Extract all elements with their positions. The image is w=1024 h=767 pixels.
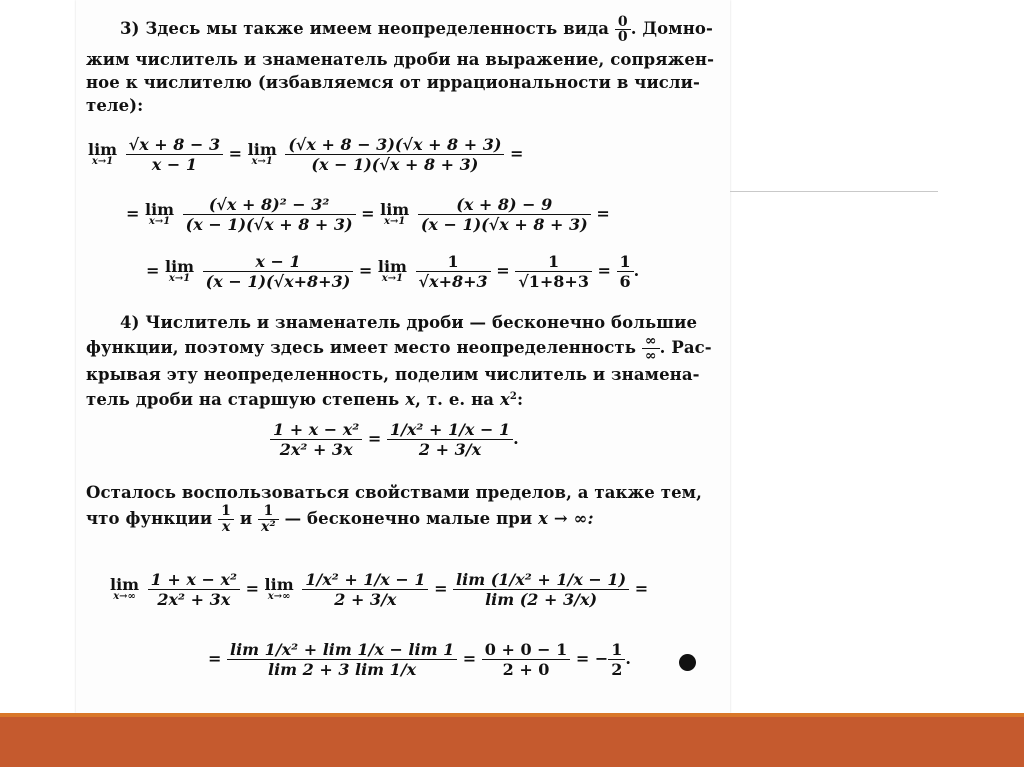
text-run: — бесконечно малые при xyxy=(284,509,533,528)
text-run: 3) Здесь мы также имеем неопределенность вида xyxy=(120,19,609,38)
lim-sub: x→1 xyxy=(384,215,406,227)
text-run: тель дроби на старшую степень xyxy=(86,390,400,409)
paragraph-4-line-1: 4) Числитель и знаменатель дроби — бесконечно большие xyxy=(120,313,698,332)
period: . xyxy=(625,649,631,668)
lim-sub: x→1 xyxy=(168,272,191,284)
limit-operator xyxy=(88,139,118,167)
lim-text: lim xyxy=(377,256,407,276)
equals: = xyxy=(634,579,649,598)
equals: = xyxy=(126,204,140,223)
fraction xyxy=(285,135,504,174)
paragraph-5-line-2 xyxy=(86,504,594,535)
equals: = xyxy=(361,204,375,223)
paragraph-3-line-3: ное к числителю (избавляемся от иррациональности в числи- xyxy=(86,73,700,92)
text-run: : xyxy=(516,390,524,409)
text-run: что функции xyxy=(86,509,213,528)
paragraph-4-line-2 xyxy=(86,334,712,363)
equals: = xyxy=(510,144,524,163)
text-run: и xyxy=(239,509,253,528)
frac-den: 6 xyxy=(619,272,631,291)
frac-num: ∞ xyxy=(642,334,660,349)
equals: = xyxy=(596,204,610,223)
equals: = xyxy=(146,261,160,280)
fraction xyxy=(418,195,591,234)
fraction xyxy=(270,420,362,459)
period: . xyxy=(633,261,640,280)
text-run: . Домно- xyxy=(630,19,713,38)
lim-sub: x→1 xyxy=(251,155,273,167)
minus: − xyxy=(594,649,609,668)
frac-den: 0 xyxy=(617,29,628,45)
lim-sub: x→∞ xyxy=(267,590,291,602)
period: . xyxy=(513,429,519,448)
frac-den: x² xyxy=(261,519,276,535)
frac-num: 1 + x − x² xyxy=(270,420,362,440)
frac-den: √x+8+3 xyxy=(418,272,488,291)
fraction xyxy=(482,640,571,679)
decorative-rule xyxy=(730,191,938,192)
frac-den: lim (2 + 3/x) xyxy=(485,590,598,609)
frac-num: 1 xyxy=(416,252,491,272)
equals: = xyxy=(597,261,611,280)
frac-num: x − 1 xyxy=(203,252,354,272)
frac-den: x − 1 xyxy=(151,155,197,174)
limit-operator xyxy=(264,574,294,602)
frac-num: 1 xyxy=(608,640,625,660)
frac-num: (√x + 8 − 3)(√x + 8 + 3) xyxy=(285,135,504,155)
frac-den: x xyxy=(221,519,231,535)
fraction xyxy=(608,640,625,679)
equation-1-line-2 xyxy=(126,195,610,234)
paragraph-3-line-2: жим числитель и знаменатель дроби на выражение, сопряжен- xyxy=(86,50,715,69)
paragraph-3-line-4: теле): xyxy=(86,96,144,115)
equals: = xyxy=(496,261,510,280)
fraction-zero-over-zero xyxy=(615,15,631,44)
frac-num: 1/x² + 1/x − 1 xyxy=(302,570,428,590)
equals: = xyxy=(358,261,373,280)
frac-den: 2 + 3/x xyxy=(334,590,397,609)
paragraph-4-line-4 xyxy=(86,386,523,410)
lim-text: lim xyxy=(144,199,175,219)
fraction xyxy=(617,252,634,291)
lim-sub: x→1 xyxy=(91,155,114,167)
text-run: . Рас- xyxy=(659,338,712,357)
paragraph-5-line-1: Осталось воспользоваться свойствами пределов, а также тем, xyxy=(86,483,702,502)
limit-operator xyxy=(110,574,140,602)
frac-den: √1+8+3 xyxy=(518,272,589,291)
equals: = xyxy=(208,649,222,668)
frac-num: 1 xyxy=(218,504,234,520)
frac-den: (x − 1)(√x + 8 + 3) xyxy=(185,215,353,234)
frac-den: 2 xyxy=(611,660,623,679)
frac-den: ∞ xyxy=(644,348,657,364)
equation-1-line-1 xyxy=(88,135,523,174)
lim-sub: x→∞ xyxy=(113,590,136,602)
equals: = xyxy=(462,649,477,668)
fraction xyxy=(515,252,592,291)
frac-den: (x − 1)(√x + 8 + 3) xyxy=(420,215,588,234)
var-x: x xyxy=(405,390,416,409)
lim-text: lim xyxy=(247,139,277,159)
limit-operator xyxy=(164,256,195,284)
frac-num: (√x + 8)² − 3² xyxy=(183,195,356,215)
lim-text: lim xyxy=(164,256,195,276)
equals: = xyxy=(575,649,590,668)
frac-den: 2 + 3/x xyxy=(418,440,482,459)
var-x: x xyxy=(499,390,510,409)
frac-den: 2x² + 3x xyxy=(279,440,353,459)
end-of-proof-bullet-icon xyxy=(679,654,696,671)
frac-num: 1 xyxy=(258,504,279,520)
frac-den: (x − 1)(√x+8+3) xyxy=(205,272,351,291)
frac-num: 1/x² + 1/x − 1 xyxy=(387,420,513,440)
frac-num: 1 + x − x² xyxy=(148,570,240,590)
superscript: 2 xyxy=(509,391,517,402)
fraction xyxy=(453,570,629,609)
fraction-1-over-x2 xyxy=(258,504,279,535)
equation-2 xyxy=(270,420,519,459)
lim-sub: x→1 xyxy=(381,272,404,284)
text-run: x → ∞: xyxy=(538,509,594,528)
frac-num: lim (1/x² + 1/x − 1) xyxy=(453,570,629,590)
limit-operator xyxy=(380,199,410,227)
limit-operator xyxy=(144,199,175,227)
fraction xyxy=(148,570,240,609)
text-run: , т. е. на xyxy=(415,390,495,409)
frac-den: 2 + 0 xyxy=(502,660,550,679)
equation-1-line-3 xyxy=(146,252,639,291)
lim-text: lim xyxy=(380,199,410,219)
frac-num: 1 xyxy=(617,252,634,272)
fraction xyxy=(126,135,223,174)
lim-text: lim xyxy=(88,139,118,159)
fraction xyxy=(203,252,354,291)
fraction-inf-over-inf xyxy=(642,334,660,363)
equation-3-line-1 xyxy=(110,570,648,609)
equals: = xyxy=(228,144,243,163)
limit-operator xyxy=(377,256,407,284)
equals: = xyxy=(434,579,448,598)
fraction xyxy=(302,570,428,609)
fraction xyxy=(183,195,356,234)
paragraph-3-line-1 xyxy=(120,15,713,44)
lim-text: lim xyxy=(110,574,140,594)
text-run: функции, поэтому здесь имеет место неопределенность xyxy=(86,338,637,357)
equals: = xyxy=(367,429,382,448)
scanned-page xyxy=(76,0,730,713)
fraction-1-over-x xyxy=(218,504,234,535)
footer-bar xyxy=(0,713,1024,767)
lim-sub: x→1 xyxy=(148,215,171,227)
frac-num: √x + 8 − 3 xyxy=(126,135,223,155)
frac-num: (x + 8) − 9 xyxy=(418,195,591,215)
lim-text: lim xyxy=(264,574,294,594)
frac-num: lim 1/x² + lim 1/x − lim 1 xyxy=(227,640,457,660)
frac-num: 1 xyxy=(515,252,592,272)
limit-operator xyxy=(247,139,277,167)
equals: = xyxy=(245,579,259,598)
fraction xyxy=(387,420,513,459)
frac-den: lim 2 + 3 lim 1/x xyxy=(267,660,417,679)
frac-num: 0 + 0 − 1 xyxy=(482,640,571,660)
equation-3-line-2 xyxy=(208,640,631,679)
footer-stripe xyxy=(0,713,1024,717)
paragraph-4-line-3: крывая эту неопределенность, поделим числитель и знамена- xyxy=(86,365,700,384)
fraction xyxy=(227,640,457,679)
frac-den: (x − 1)(√x + 8 + 3) xyxy=(311,155,479,174)
frac-den: 2x² + 3x xyxy=(157,590,231,609)
fraction xyxy=(416,252,491,291)
frac-num: 0 xyxy=(615,15,631,30)
